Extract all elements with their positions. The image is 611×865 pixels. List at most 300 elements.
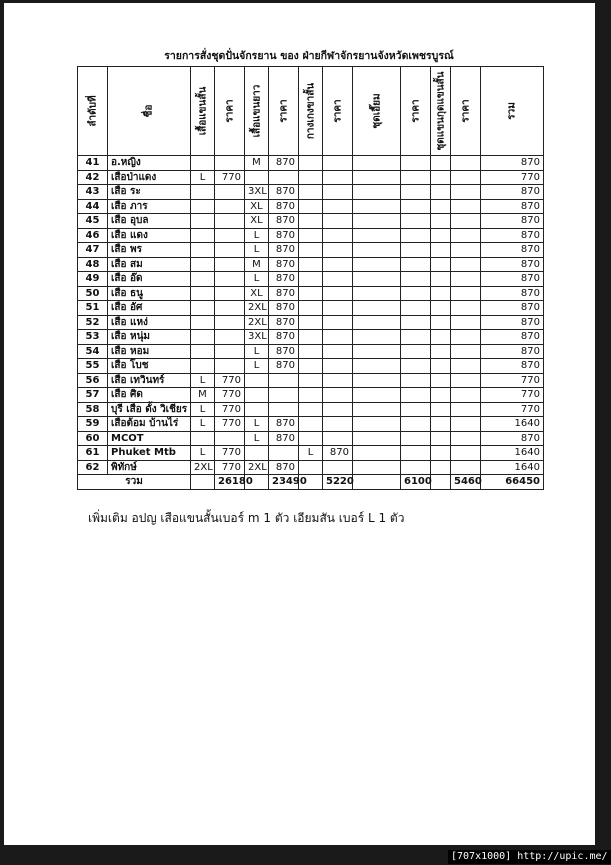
cell-c3: M bbox=[245, 156, 269, 171]
cell-c2: 770 bbox=[215, 460, 245, 475]
cell-name: เสือ อัศ bbox=[108, 301, 191, 316]
cell-c10 bbox=[451, 446, 481, 461]
cell-c7 bbox=[353, 286, 401, 301]
total-total: 66450 bbox=[481, 475, 544, 490]
cell-total: 870 bbox=[481, 272, 544, 287]
cell-total: 870 bbox=[481, 359, 544, 374]
cell-c9 bbox=[431, 359, 451, 374]
total-c8: 6100 bbox=[401, 475, 431, 490]
cell-c1 bbox=[191, 315, 215, 330]
cell-c2 bbox=[215, 257, 245, 272]
table-row bbox=[78, 243, 544, 258]
order-table bbox=[77, 66, 544, 490]
cell-c9 bbox=[431, 315, 451, 330]
cell-c10 bbox=[451, 301, 481, 316]
cell-c3: L bbox=[245, 359, 269, 374]
cell-no: 43 bbox=[78, 185, 108, 200]
cell-c4: 870 bbox=[269, 330, 299, 345]
column-header bbox=[431, 67, 451, 156]
cell-c7 bbox=[353, 185, 401, 200]
column-header-label: ราคา bbox=[278, 99, 289, 123]
cell-name: พิทักษ์ bbox=[108, 460, 191, 475]
cell-c1 bbox=[191, 272, 215, 287]
cell-c8 bbox=[401, 257, 431, 272]
cell-c7 bbox=[353, 170, 401, 185]
cell-c10 bbox=[451, 257, 481, 272]
cell-c2: 770 bbox=[215, 417, 245, 432]
cell-c9 bbox=[431, 446, 451, 461]
cell-c1 bbox=[191, 301, 215, 316]
cell-c10 bbox=[451, 344, 481, 359]
cell-c7 bbox=[353, 228, 401, 243]
column-header bbox=[78, 67, 108, 156]
cell-c1 bbox=[191, 185, 215, 200]
cell-c8 bbox=[401, 185, 431, 200]
cell-c9 bbox=[431, 286, 451, 301]
cell-c1 bbox=[191, 286, 215, 301]
cell-c9 bbox=[431, 199, 451, 214]
cell-c3: 2XL bbox=[245, 315, 269, 330]
cell-name: อ.หญิง bbox=[108, 156, 191, 171]
cell-total: 870 bbox=[481, 330, 544, 345]
cell-c2: 770 bbox=[215, 388, 245, 403]
cell-c9 bbox=[431, 388, 451, 403]
cell-no: 46 bbox=[78, 228, 108, 243]
cell-c2 bbox=[215, 344, 245, 359]
watermark: [707x1000] http://upic.me/ bbox=[448, 850, 611, 864]
column-header-label: ชื่อ bbox=[143, 104, 155, 118]
cell-total: 870 bbox=[481, 156, 544, 171]
cell-name: เสือ อ๊ด bbox=[108, 272, 191, 287]
cell-c1 bbox=[191, 431, 215, 446]
cell-c1: L bbox=[191, 446, 215, 461]
cell-c4: 870 bbox=[269, 417, 299, 432]
cell-c2 bbox=[215, 199, 245, 214]
cell-c10 bbox=[451, 170, 481, 185]
cell-c9 bbox=[431, 402, 451, 417]
totals-row bbox=[78, 475, 544, 490]
cell-c1 bbox=[191, 156, 215, 171]
cell-c7 bbox=[353, 344, 401, 359]
cell-c4: 870 bbox=[269, 301, 299, 316]
cell-c10 bbox=[451, 214, 481, 229]
cell-c6 bbox=[323, 388, 353, 403]
cell-name: เสือ แดง bbox=[108, 228, 191, 243]
cell-c8 bbox=[401, 170, 431, 185]
cell-no: 61 bbox=[78, 446, 108, 461]
cell-c3: XL bbox=[245, 214, 269, 229]
cell-c8 bbox=[401, 330, 431, 345]
cell-c1: L bbox=[191, 170, 215, 185]
cell-no: 55 bbox=[78, 359, 108, 374]
cell-c10 bbox=[451, 315, 481, 330]
cell-c3: L bbox=[245, 431, 269, 446]
column-header-label: ชุดเอี๊ยม bbox=[371, 93, 382, 129]
cell-c6 bbox=[323, 373, 353, 388]
cell-total: 870 bbox=[481, 243, 544, 258]
cell-no: 53 bbox=[78, 330, 108, 345]
cell-c5 bbox=[299, 373, 323, 388]
total-c4: 23490 bbox=[269, 475, 299, 490]
header-row bbox=[78, 67, 544, 156]
cell-c4: 870 bbox=[269, 257, 299, 272]
table-row bbox=[78, 373, 544, 388]
cell-c8 bbox=[401, 315, 431, 330]
cell-c1: L bbox=[191, 373, 215, 388]
cell-c3: XL bbox=[245, 199, 269, 214]
column-header bbox=[481, 67, 544, 156]
cell-c7 bbox=[353, 257, 401, 272]
cell-c7 bbox=[353, 315, 401, 330]
cell-c7 bbox=[353, 446, 401, 461]
cell-c1 bbox=[191, 359, 215, 374]
cell-c4: 870 bbox=[269, 460, 299, 475]
column-header-label: ราคา bbox=[460, 99, 471, 123]
cell-no: 51 bbox=[78, 301, 108, 316]
cell-c9 bbox=[431, 214, 451, 229]
column-header-label: ราคา bbox=[332, 99, 343, 123]
cell-no: 45 bbox=[78, 214, 108, 229]
cell-c7 bbox=[353, 301, 401, 316]
cell-c1 bbox=[191, 257, 215, 272]
cell-c9 bbox=[431, 417, 451, 432]
cell-c6 bbox=[323, 156, 353, 171]
table-row bbox=[78, 402, 544, 417]
column-header bbox=[451, 67, 481, 156]
table-row bbox=[78, 359, 544, 374]
cell-c3: 2XL bbox=[245, 460, 269, 475]
cell-c9 bbox=[431, 373, 451, 388]
cell-name: บุรี เสือ ดั้ง วิเชียร bbox=[108, 402, 191, 417]
cell-c2 bbox=[215, 243, 245, 258]
column-header bbox=[245, 67, 269, 156]
cell-c7 bbox=[353, 156, 401, 171]
cell-c3 bbox=[245, 388, 269, 403]
cell-c10 bbox=[451, 243, 481, 258]
cell-name: เสือ ธนู bbox=[108, 286, 191, 301]
total-c2: 26180 bbox=[215, 475, 245, 490]
cell-c8 bbox=[401, 359, 431, 374]
cell-c6 bbox=[323, 301, 353, 316]
cell-c8 bbox=[401, 272, 431, 287]
cell-no: 60 bbox=[78, 431, 108, 446]
cell-c2 bbox=[215, 330, 245, 345]
column-header-label: ราคา bbox=[410, 99, 421, 123]
table-row bbox=[78, 301, 544, 316]
cell-c4: 870 bbox=[269, 199, 299, 214]
cell-c5 bbox=[299, 344, 323, 359]
column-header-label: กางเกงขาสั้น bbox=[305, 82, 316, 140]
cell-c4: 870 bbox=[269, 315, 299, 330]
cell-c5 bbox=[299, 431, 323, 446]
column-header bbox=[299, 67, 323, 156]
cell-no: 59 bbox=[78, 417, 108, 432]
cell-no: 62 bbox=[78, 460, 108, 475]
cell-c6 bbox=[323, 431, 353, 446]
cell-c3 bbox=[245, 402, 269, 417]
cell-c9 bbox=[431, 431, 451, 446]
cell-c9 bbox=[431, 185, 451, 200]
cell-c7 bbox=[353, 272, 401, 287]
cell-c6 bbox=[323, 185, 353, 200]
cell-c3: L bbox=[245, 228, 269, 243]
cell-c6 bbox=[323, 170, 353, 185]
cell-c6 bbox=[323, 257, 353, 272]
cell-c8 bbox=[401, 228, 431, 243]
cell-c2 bbox=[215, 301, 245, 316]
cell-c6 bbox=[323, 344, 353, 359]
cell-c4: 870 bbox=[269, 286, 299, 301]
cell-c1 bbox=[191, 214, 215, 229]
cell-c9 bbox=[431, 330, 451, 345]
cell-c5 bbox=[299, 156, 323, 171]
cell-c10 bbox=[451, 359, 481, 374]
cell-c2 bbox=[215, 359, 245, 374]
cell-name: เสือ เทวินทร์ bbox=[108, 373, 191, 388]
cell-total: 870 bbox=[481, 315, 544, 330]
cell-c2 bbox=[215, 185, 245, 200]
cell-c10 bbox=[451, 228, 481, 243]
cell-c5 bbox=[299, 170, 323, 185]
total-c10: 5460 bbox=[451, 475, 481, 490]
cell-c6 bbox=[323, 199, 353, 214]
cell-c5 bbox=[299, 228, 323, 243]
cell-total: 770 bbox=[481, 402, 544, 417]
cell-c9 bbox=[431, 301, 451, 316]
cell-c5 bbox=[299, 286, 323, 301]
cell-c4: 870 bbox=[269, 272, 299, 287]
cell-c7 bbox=[353, 460, 401, 475]
cell-c5 bbox=[299, 257, 323, 272]
cell-c4: 870 bbox=[269, 214, 299, 229]
cell-c9 bbox=[431, 228, 451, 243]
cell-c4 bbox=[269, 373, 299, 388]
cell-name: เสือ แหง่ bbox=[108, 315, 191, 330]
cell-c7 bbox=[353, 373, 401, 388]
cell-c3: 3XL bbox=[245, 330, 269, 345]
cell-total: 870 bbox=[481, 301, 544, 316]
cell-c2: 770 bbox=[215, 402, 245, 417]
scanned-page bbox=[4, 3, 595, 845]
footnote: เพิ่มเติม อปญ เสือแขนสั้นเบอร์ m 1 ตัว เอียมสัน เบอร์ L 1 ตัว bbox=[88, 511, 405, 525]
cell-c2: 770 bbox=[215, 446, 245, 461]
cell-c8 bbox=[401, 156, 431, 171]
cell-c10 bbox=[451, 272, 481, 287]
cell-c3: 3XL bbox=[245, 185, 269, 200]
cell-total: 870 bbox=[481, 214, 544, 229]
cell-no: 47 bbox=[78, 243, 108, 258]
cell-c8 bbox=[401, 402, 431, 417]
cell-c4 bbox=[269, 388, 299, 403]
column-header-label: เสื้อแขนยาว bbox=[251, 84, 262, 138]
cell-c5 bbox=[299, 402, 323, 417]
cell-c4 bbox=[269, 446, 299, 461]
cell-no: 58 bbox=[78, 402, 108, 417]
table-row bbox=[78, 214, 544, 229]
cell-c5 bbox=[299, 185, 323, 200]
cell-c7 bbox=[353, 431, 401, 446]
column-header bbox=[215, 67, 245, 156]
table-row bbox=[78, 446, 544, 461]
total-c6: 5220 bbox=[323, 475, 353, 490]
cell-c10 bbox=[451, 417, 481, 432]
cell-no: 42 bbox=[78, 170, 108, 185]
cell-c6 bbox=[323, 214, 353, 229]
cell-c7 bbox=[353, 243, 401, 258]
cell-c5 bbox=[299, 388, 323, 403]
column-header-label: รวม bbox=[506, 102, 518, 120]
cell-c8 bbox=[401, 417, 431, 432]
cell-c1: M bbox=[191, 388, 215, 403]
cell-c6 bbox=[323, 243, 353, 258]
cell-total: 1640 bbox=[481, 446, 544, 461]
column-header-label: ราคา bbox=[224, 99, 235, 123]
cell-c1: L bbox=[191, 402, 215, 417]
cell-total: 770 bbox=[481, 170, 544, 185]
cell-c6 bbox=[323, 286, 353, 301]
cell-total: 1640 bbox=[481, 417, 544, 432]
cell-name: เสือต้อม บ้านไร่ bbox=[108, 417, 191, 432]
cell-c8 bbox=[401, 199, 431, 214]
cell-c2 bbox=[215, 156, 245, 171]
cell-no: 50 bbox=[78, 286, 108, 301]
cell-c4 bbox=[269, 402, 299, 417]
cell-c3: L bbox=[245, 417, 269, 432]
cell-total: 770 bbox=[481, 388, 544, 403]
table-row bbox=[78, 388, 544, 403]
column-header-label: ชุดแขนกุดแขนสั้น bbox=[435, 71, 446, 151]
cell-total: 870 bbox=[481, 199, 544, 214]
cell-c1 bbox=[191, 330, 215, 345]
cell-c9 bbox=[431, 272, 451, 287]
cell-c10 bbox=[451, 156, 481, 171]
cell-c2 bbox=[215, 315, 245, 330]
cell-c4: 870 bbox=[269, 344, 299, 359]
cell-total: 870 bbox=[481, 257, 544, 272]
cell-c7 bbox=[353, 214, 401, 229]
cell-c2 bbox=[215, 214, 245, 229]
cell-c4: 870 bbox=[269, 431, 299, 446]
cell-c5 bbox=[299, 272, 323, 287]
table-row bbox=[78, 272, 544, 287]
cell-c3: L bbox=[245, 344, 269, 359]
cell-c8 bbox=[401, 344, 431, 359]
cell-c4: 870 bbox=[269, 185, 299, 200]
table-row bbox=[78, 156, 544, 171]
cell-c5 bbox=[299, 199, 323, 214]
cell-c10 bbox=[451, 286, 481, 301]
cell-c6 bbox=[323, 272, 353, 287]
cell-c1: 2XL bbox=[191, 460, 215, 475]
cell-total: 870 bbox=[481, 185, 544, 200]
cell-c7 bbox=[353, 417, 401, 432]
cell-c4: 870 bbox=[269, 243, 299, 258]
cell-c2 bbox=[215, 228, 245, 243]
cell-c1 bbox=[191, 199, 215, 214]
document-title: รายการสั่งชุดปั่นจักรยาน ของ ฝ่ายกีฬาจักรยานจังหวัดเพชรบูรณ์ bbox=[164, 50, 454, 62]
cell-c7 bbox=[353, 199, 401, 214]
table-row bbox=[78, 286, 544, 301]
cell-c4: 870 bbox=[269, 359, 299, 374]
table-row bbox=[78, 431, 544, 446]
cell-name: เสือ หอม bbox=[108, 344, 191, 359]
cell-c10 bbox=[451, 373, 481, 388]
cell-total: 870 bbox=[481, 344, 544, 359]
cell-no: 41 bbox=[78, 156, 108, 171]
cell-c7 bbox=[353, 330, 401, 345]
cell-name: เสือ ภาร bbox=[108, 199, 191, 214]
cell-total: 770 bbox=[481, 373, 544, 388]
column-header bbox=[108, 67, 191, 156]
cell-c1 bbox=[191, 228, 215, 243]
cell-c2: 770 bbox=[215, 373, 245, 388]
cell-c3: M bbox=[245, 257, 269, 272]
cell-c5 bbox=[299, 330, 323, 345]
cell-c10 bbox=[451, 388, 481, 403]
cell-name: เสือ พร bbox=[108, 243, 191, 258]
table-row bbox=[78, 344, 544, 359]
cell-c9 bbox=[431, 170, 451, 185]
cell-total: 870 bbox=[481, 228, 544, 243]
table-row bbox=[78, 417, 544, 432]
cell-c9 bbox=[431, 257, 451, 272]
column-header bbox=[401, 67, 431, 156]
cell-c2 bbox=[215, 272, 245, 287]
table-row bbox=[78, 330, 544, 345]
cell-c8 bbox=[401, 243, 431, 258]
cell-name: เสือ สม bbox=[108, 257, 191, 272]
table-row bbox=[78, 185, 544, 200]
cell-no: 52 bbox=[78, 315, 108, 330]
table-row bbox=[78, 315, 544, 330]
cell-c8 bbox=[401, 286, 431, 301]
cell-c5 bbox=[299, 243, 323, 258]
cell-name: MCOT bbox=[108, 431, 191, 446]
column-header-label: ลำดับที่ bbox=[87, 95, 98, 127]
cell-c6 bbox=[323, 460, 353, 475]
cell-c3 bbox=[245, 373, 269, 388]
table-body bbox=[78, 156, 544, 490]
cell-name: เสือ อุบล bbox=[108, 214, 191, 229]
cell-c8 bbox=[401, 431, 431, 446]
cell-c5 bbox=[299, 417, 323, 432]
cell-c6 bbox=[323, 315, 353, 330]
cell-c9 bbox=[431, 460, 451, 475]
cell-no: 56 bbox=[78, 373, 108, 388]
cell-name: Phuket Mtb bbox=[108, 446, 191, 461]
cell-c10 bbox=[451, 402, 481, 417]
cell-c3 bbox=[245, 170, 269, 185]
totals-label: รวม bbox=[78, 475, 191, 490]
cell-name: เสือป่าแดง bbox=[108, 170, 191, 185]
cell-c10 bbox=[451, 460, 481, 475]
table-row bbox=[78, 460, 544, 475]
cell-c8 bbox=[401, 460, 431, 475]
cell-c3: L bbox=[245, 243, 269, 258]
cell-c6 bbox=[323, 228, 353, 243]
cell-c6: 870 bbox=[323, 446, 353, 461]
cell-name: เสือ ระ bbox=[108, 185, 191, 200]
cell-c9 bbox=[431, 243, 451, 258]
cell-c5: L bbox=[299, 446, 323, 461]
cell-total: 870 bbox=[481, 286, 544, 301]
table-row bbox=[78, 257, 544, 272]
total-c1 bbox=[191, 475, 215, 490]
cell-c6 bbox=[323, 330, 353, 345]
cell-c8 bbox=[401, 446, 431, 461]
cell-c2 bbox=[215, 286, 245, 301]
cell-no: 54 bbox=[78, 344, 108, 359]
